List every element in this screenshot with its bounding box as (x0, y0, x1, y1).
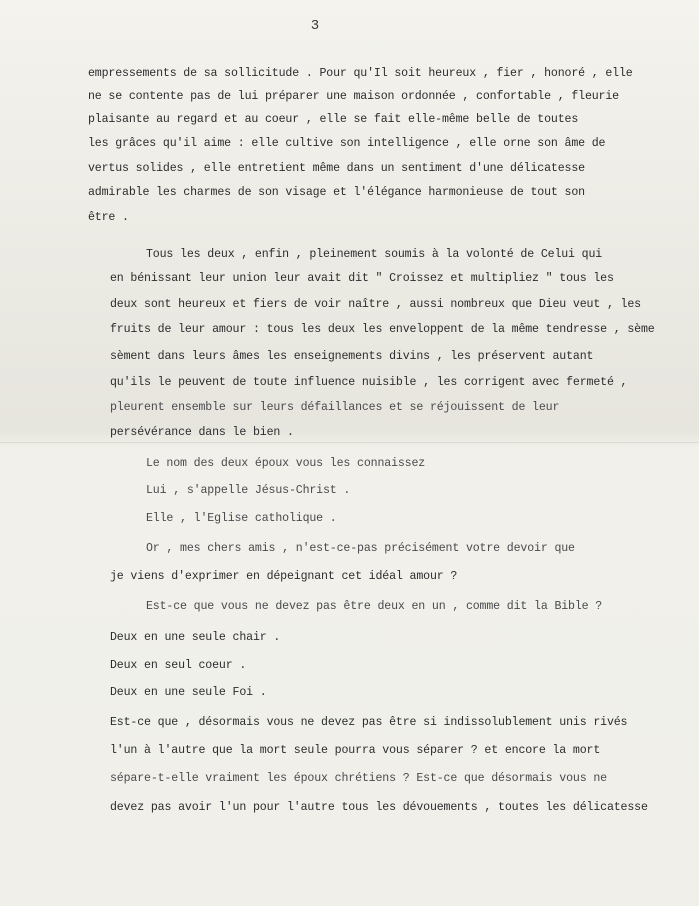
text-line: sépare-t-elle vraiment les époux chrétiens ? Est-ce que désormais vous ne (110, 772, 607, 785)
page-number: 3 (310, 18, 320, 34)
text-line: deux sont heureux et fiers de voir naître , aussi nombreux que Dieu veut , les (110, 298, 641, 311)
text-line: Deux en seul coeur . (110, 659, 247, 672)
text-line: ne se contente pas de lui préparer une maison ordonnée , confortable , fleurie (88, 90, 619, 103)
text-line: je viens d'exprimer en dépeignant cet idéal amour ? (110, 570, 458, 583)
text-line: l'un à l'autre que la mort seule pourra vous séparer ? et encore la mort (110, 744, 601, 757)
text-line: sèment dans leurs âmes les enseignements divins , les préservent autant (110, 350, 594, 363)
text-line: en bénissant leur union leur avait dit " Croissez et multipliez " tous les (110, 272, 614, 285)
text-line: Or , mes chers amis , n'est-ce-pas précisément votre devoir que (146, 542, 575, 555)
text-line: persévérance dans le bien . (110, 426, 294, 439)
paper-fold (0, 442, 699, 444)
text-line: Le nom des deux époux vous les connaissez (146, 457, 426, 470)
text-line: Lui , s'appelle Jésus-Christ . (146, 484, 351, 497)
text-line: les grâces qu'il aime : elle cultive son intelligence , elle orne son âme de (88, 137, 606, 150)
text-line: être . (88, 211, 129, 224)
text-line: Est-ce que vous ne devez pas être deux en un , comme dit la Bible ? (146, 600, 603, 613)
text-line: pleurent ensemble sur leurs défaillances et se réjouissent de leur (110, 401, 560, 414)
text-line: Deux en une seule Foi . (110, 686, 267, 699)
text-line: plaisante au regard et au coeur , elle se fait elle-même belle de toutes (88, 113, 579, 126)
text-line: Tous les deux , enfin , pleinement soumis à la volonté de Celui qui (146, 248, 603, 261)
text-line: admirable les charmes de son visage et l'élégance harmonieuse de tout son (88, 186, 585, 199)
text-line: empressements de sa sollicitude . Pour qu'Il soit heureux , fier , honoré , elle (88, 67, 633, 80)
text-line: vertus solides , elle entretient même dans un sentiment d'une délicatesse (88, 162, 585, 175)
text-line: qu'ils le peuvent de toute influence nuisible , les corrigent avec fermeté , (110, 376, 628, 389)
text-line: devez pas avoir l'un pour l'autre tous les dévouements , toutes les délicatesse (110, 801, 648, 814)
text-line: Elle , l'Eglise catholique . (146, 512, 337, 525)
text-line: fruits de leur amour : tous les deux les enveloppent de la même tendresse , sème (110, 323, 655, 336)
text-line: Est-ce que , désormais vous ne devez pas être si indissolublement unis rivés (110, 716, 628, 729)
text-line: Deux en une seule chair . (110, 631, 281, 644)
